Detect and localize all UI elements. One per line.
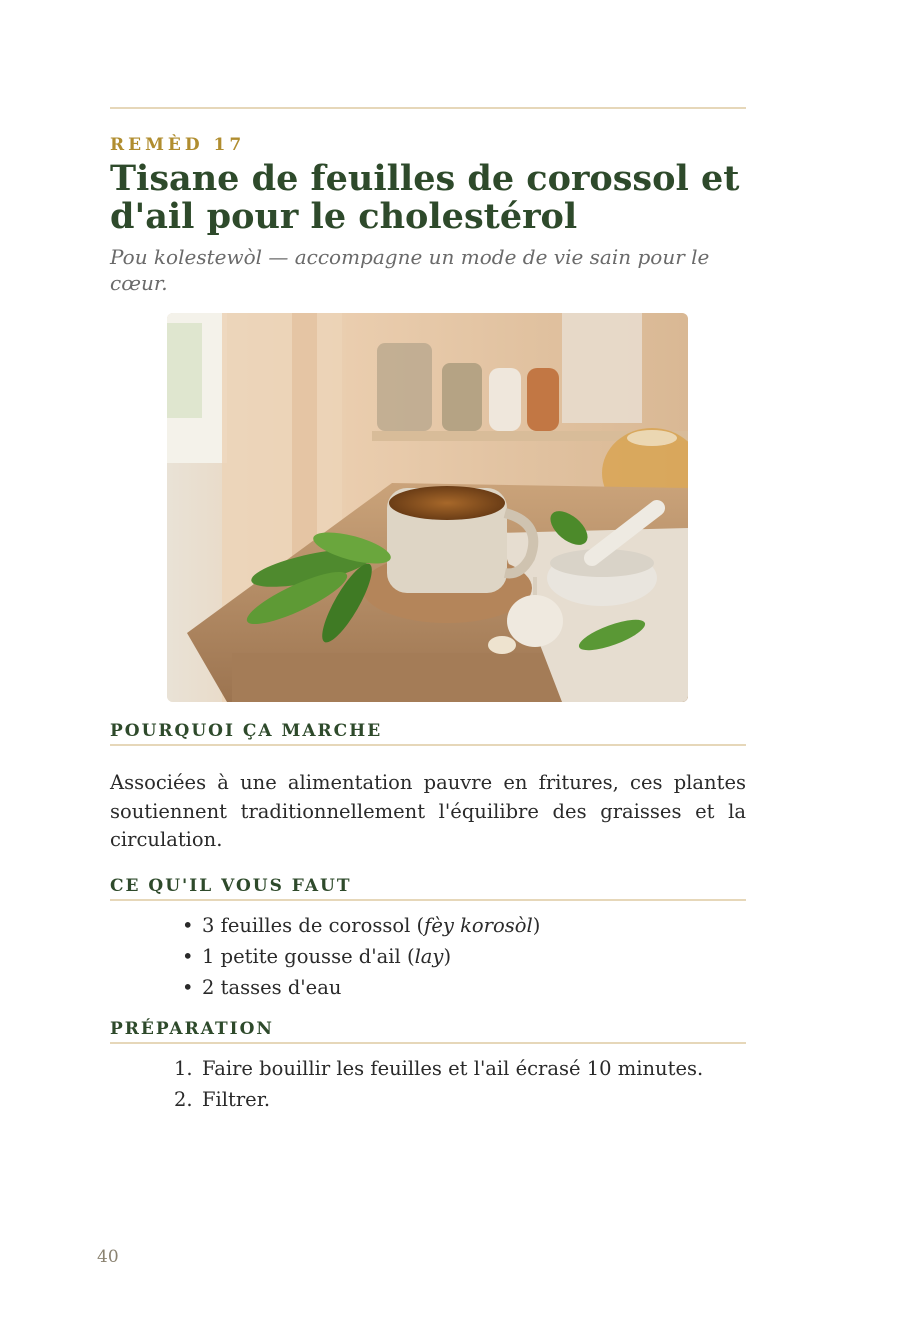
preparation-steps bbox=[110, 1053, 750, 1115]
list-item: • 1 petite gousse d'ail (lay) bbox=[182, 945, 452, 968]
list-item: • 3 feuilles de corossol (fèy korosòl) bbox=[182, 914, 541, 937]
list-item: • 2 tasses d'eau bbox=[182, 976, 342, 999]
section-heading-preparation: PRÉPARATION bbox=[110, 1019, 746, 1044]
remedy-number: REMÈD 17 bbox=[110, 135, 246, 155]
top-divider bbox=[110, 107, 746, 109]
section-heading-ingredients: CE QU'IL VOUS FAUT bbox=[110, 876, 746, 901]
recipe-photo bbox=[167, 313, 688, 702]
page-number: 40 bbox=[97, 1247, 119, 1267]
why-text: Associées à une alimentation pauvre en fritures, ces plantes soutiennent traditionnellement l'équilibre des graisses et la circulation. bbox=[110, 771, 746, 851]
ingredients-list bbox=[110, 910, 750, 1003]
section-heading-why: POURQUOI ÇA MARCHE bbox=[110, 721, 746, 746]
list-item: 1. Faire bouillir les feuilles et l'ail écrasé 10 minutes. bbox=[174, 1057, 704, 1080]
list-item: 2. Filtrer. bbox=[174, 1088, 271, 1111]
page-title: Tisane de feuilles de corossol et d'ail pour le cholestérol bbox=[110, 158, 740, 237]
page-subtitle: Pou kolestewòl — accompagne un mode de vie sain pour le cœur. bbox=[110, 245, 710, 295]
